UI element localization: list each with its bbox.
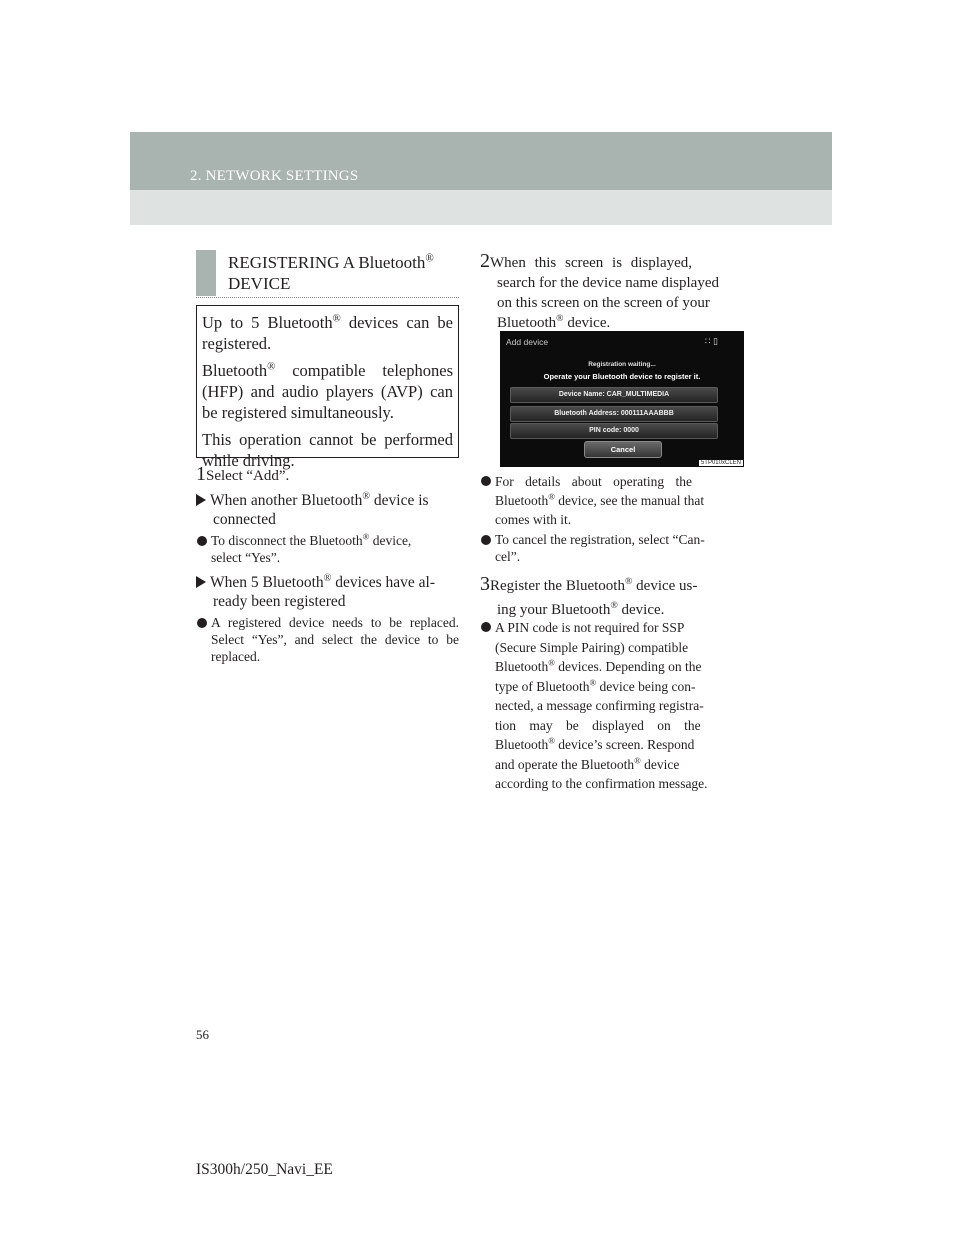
section-heading [196,250,459,296]
heading-title: REGISTERING A Bluetooth® DEVICE [228,252,434,293]
case-five-registered: When 5 Bluetooth® devices have al- ready been registered [196,573,460,611]
case-another-connected: When another Bluetooth® device is connected [196,491,460,529]
step-1: 1Select “Add”. [196,463,290,485]
footer-model: IS300h/250_Navi_EE [196,1161,333,1178]
bullet-icon [481,622,491,632]
signal-icon: ∷ ▯ [704,336,718,346]
bullet-details: For details about operating the Bluetooth® device, see the manual that comes with it. [495,472,743,529]
screen-waiting: Registration waiting... [588,361,656,368]
bullet-icon [481,476,491,486]
bullet-icon [197,618,207,628]
header-subband [130,190,832,225]
info-text-3: This operation cannot be performed while driving. [202,430,453,470]
screen-title: Add device [506,337,549,347]
add-device-screenshot [500,331,744,467]
page-number: 56 [196,1027,209,1042]
heading-divider [196,297,459,298]
bullet-replace: A registered device needs to be replaced. Select “Yes”, and select the device to be replaced. [211,614,459,665]
cancel-button[interactable]: Cancel [584,441,662,458]
bullet-disconnect: To disconnect the Bluetooth® device, select “Yes”. [211,532,459,566]
screen-instruction: Operate your Bluetooth device to register it. [543,372,701,381]
step-3: 3Register the Bluetooth® device us- ing your Bluetooth® device. [480,573,698,618]
arrow-icon [196,494,206,506]
heading-tab [196,250,216,296]
bullet-cancel: To cancel the registration, select “Can- cel”. [495,531,743,565]
info-text-2: Bluetooth® compatible telephones (HFP) and audio players (AVP) can be registered simultaneously. [202,360,453,422]
info-text-1: Up to 5 Bluetooth® devices can be registered. [202,312,453,353]
step-2: 2When this screen is displayed, search for the device name displayed on this screen on the screen of your Bluetooth® device. [480,250,719,331]
bt-address-bar: Bluetooth Address: 000111AAABBB [510,406,718,422]
bullet-icon [481,535,491,545]
section-header: 2. NETWORK SETTINGS [190,168,359,184]
arrow-icon [196,576,206,588]
pin-code-bar: PIN code: 0000 [510,423,718,439]
image-code: 5TP010xCLEN [700,460,741,466]
bullet-ssp: A PIN code is not required for SSP (Secure Simple Pairing) compatible Bluetooth® devices. Depending on the type of Bluetooth® device being con- nected, a message confirming registra- tion may be displayed on the Bluetooth® device’s screen. Respond and operate the Bluetooth® device according to the confirmation message. [495,618,743,794]
info-box [196,305,459,470]
device-name-bar: Device Name: CAR_MULTIMEDIA [510,387,718,403]
bullet-icon [197,536,207,546]
